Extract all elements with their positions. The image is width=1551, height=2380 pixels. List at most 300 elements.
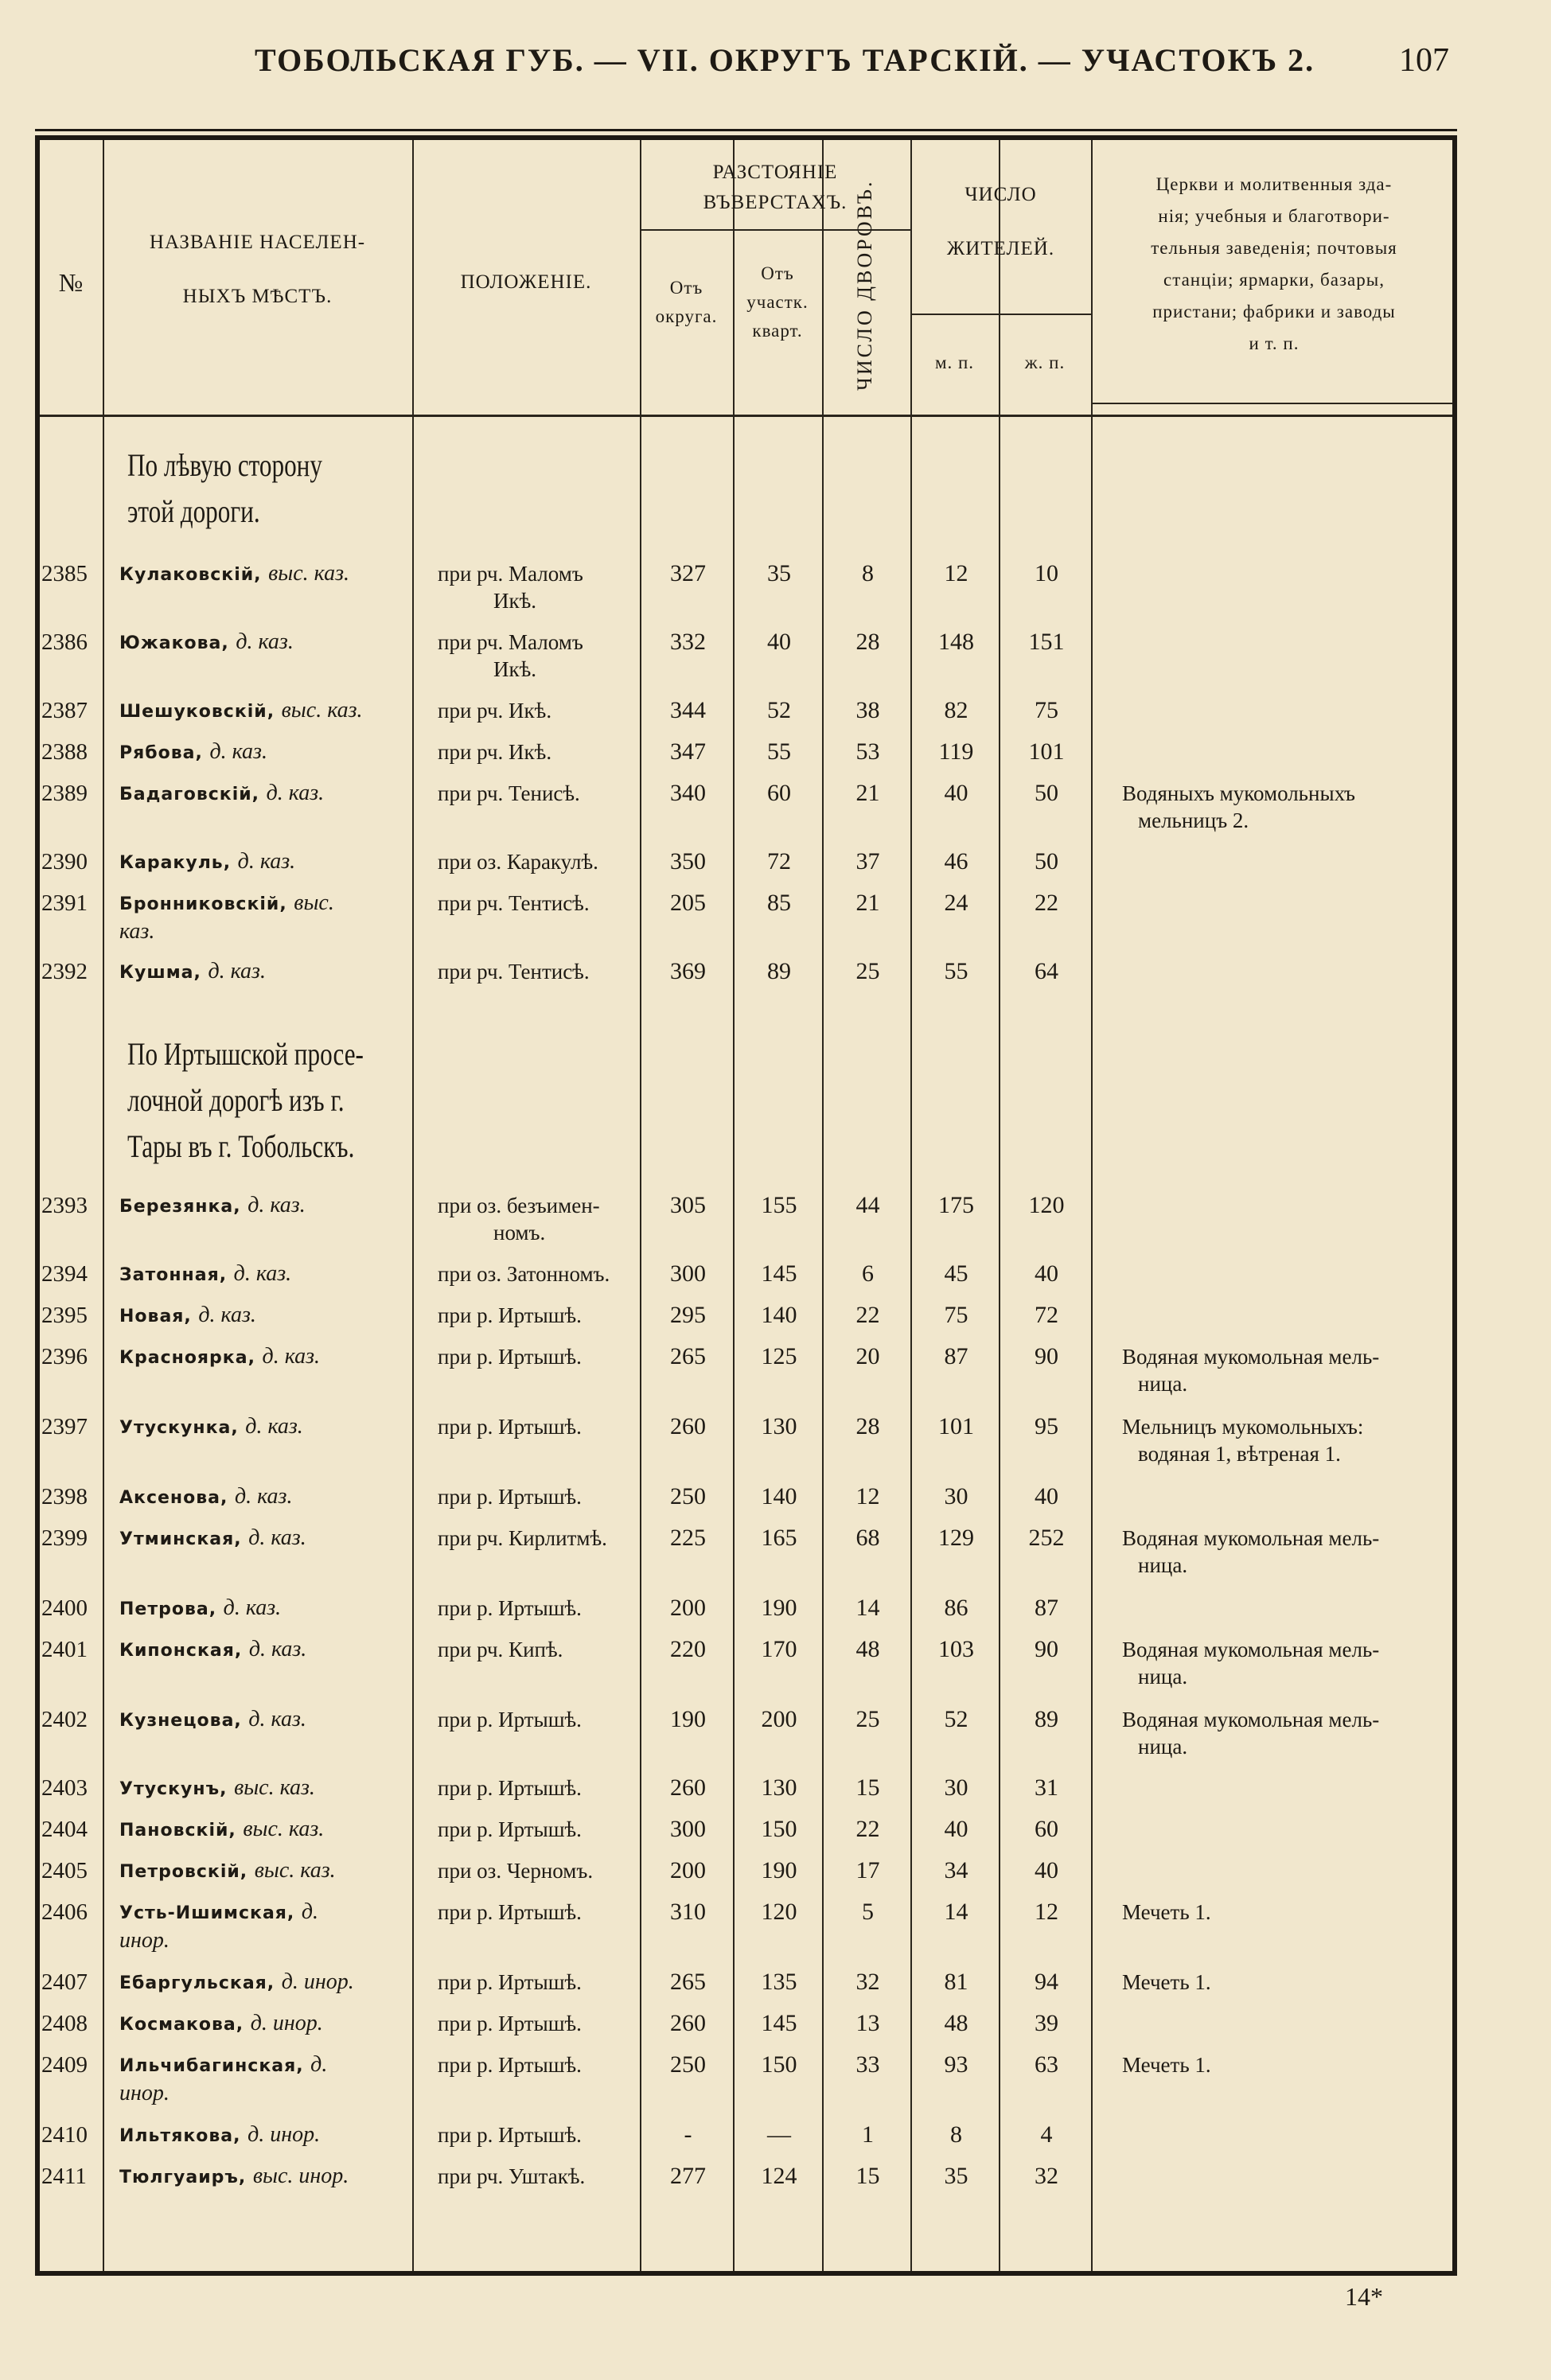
place-name: Красноярка, — [119, 1348, 255, 1368]
section-heading-left-side — [127, 442, 394, 535]
place-name-cell — [119, 1343, 438, 1372]
place-name-cell — [119, 958, 438, 987]
notes-cell — [1122, 1969, 1440, 1996]
okrug-cell: 250 — [670, 2051, 706, 2078]
position-cell — [438, 1636, 668, 1663]
dvory-cell: 15 — [855, 2163, 880, 2189]
row-number: 2388 — [41, 739, 88, 765]
sheet-signature: 14* — [1345, 2282, 1383, 2311]
note-line-cont: ница. — [1138, 1665, 1188, 1689]
col-header-from-okrug-line1: Отъ — [669, 278, 703, 298]
f-cell: 90 — [1035, 1343, 1058, 1369]
okrug-cell: 260 — [670, 1413, 706, 1439]
notes-cell — [1122, 2051, 1440, 2078]
running-title: ТОБОЛЬСКАЯ ГУБ. — VII. ОКРУГЪ ТАРСКІЙ. — УЧАСТОКЪ 2. — [255, 42, 1315, 78]
f-cell: 60 — [1035, 1816, 1058, 1842]
page-header — [0, 41, 1551, 97]
f-cell: 50 — [1035, 780, 1058, 806]
row-number: 2400 — [41, 1595, 88, 1621]
okrug-cell: 347 — [670, 738, 706, 765]
dvory-cell: 32 — [855, 1969, 880, 1995]
col-header-notes — [1091, 169, 1457, 360]
row-number: 2411 — [41, 2164, 87, 2189]
uch-cell: 155 — [761, 1192, 797, 1218]
place-name: Кипонская, — [119, 1641, 243, 1661]
place-name-cell — [119, 1483, 438, 1512]
section-heading-irtysh-road — [127, 1031, 394, 1170]
col-header-dvory: ЧИСЛО ДВОРОВЪ. — [853, 179, 876, 391]
row-number: 2392 — [41, 959, 88, 984]
uch-cell: 150 — [761, 2051, 797, 2078]
uch-cell: 200 — [761, 1706, 797, 1732]
position-line-cont: Икѣ. — [493, 657, 537, 681]
position-line: при р. Иртышѣ. — [438, 1415, 582, 1439]
row-number: 2389 — [41, 781, 88, 806]
place-type: д. инор. — [281, 1969, 354, 1994]
place-type: д. каз. — [223, 1595, 282, 1620]
m-cell: 12 — [944, 560, 968, 586]
position-cell — [438, 697, 668, 724]
uch-cell: 150 — [761, 1816, 797, 1842]
position-line: при оз. Каракулѣ. — [438, 850, 598, 874]
okrug-cell: 265 — [670, 1969, 706, 1995]
place-name-cell — [119, 1302, 438, 1330]
okrug-cell: 265 — [670, 1343, 706, 1369]
col-header-name-line2: НЫХЪ МѢСТЪ. — [182, 286, 333, 307]
place-name-cell — [119, 1636, 438, 1665]
position-cell — [438, 780, 668, 807]
dvory-cell: 44 — [855, 1192, 880, 1218]
uch-cell: 190 — [761, 1857, 797, 1883]
m-cell: 35 — [944, 2163, 968, 2189]
dvory-cell: 15 — [855, 1774, 880, 1801]
position-cell — [438, 1816, 668, 1843]
notes-cell — [1122, 1413, 1440, 1467]
notes-cell — [1122, 1706, 1440, 1760]
m-cell: 46 — [944, 848, 968, 874]
row-number: 2385 — [41, 561, 88, 586]
m-cell: 48 — [944, 2010, 968, 2036]
okrug-cell: 327 — [670, 560, 706, 586]
place-name: Бронниковскій, — [119, 894, 287, 914]
row-number: 2387 — [41, 698, 88, 723]
m-cell: 14 — [944, 1899, 968, 1925]
dvory-cell: 13 — [855, 2010, 880, 2036]
position-line: при р. Иртышѣ. — [438, 1303, 582, 1327]
position-line: при рч. Тенисѣ. — [438, 781, 580, 805]
position-cell — [438, 1899, 668, 1926]
f-cell: 120 — [1028, 1192, 1065, 1218]
dvory-cell: 21 — [855, 890, 880, 916]
dvory-cell: 6 — [862, 1260, 874, 1287]
note-line: Водяныхъ мукомольныхъ — [1122, 781, 1356, 805]
position-cell — [438, 1192, 668, 1246]
col-header-notes-line4: станціи; ярмарки, базары, — [1163, 270, 1385, 290]
place-name: Ебаргульская, — [119, 1973, 275, 1993]
position-line: при р. Иртышѣ. — [438, 2123, 582, 2147]
position-line: при оз. Затонномъ. — [438, 1262, 610, 1286]
row-number: 2397 — [41, 1414, 88, 1439]
place-name: Тюлгуаиръ, — [119, 2168, 247, 2187]
position-line: при рч. Уштакѣ. — [438, 2164, 586, 2188]
col-header-from-uchastok-line2: участк. — [746, 292, 809, 312]
place-name: Кушма, — [119, 963, 201, 983]
position-cell — [438, 738, 668, 765]
col-header-notes-line6: и т. п. — [1249, 333, 1300, 353]
uch-cell: 55 — [767, 738, 791, 765]
dvory-cell: 68 — [855, 1525, 880, 1551]
position-line: при р. Иртышѣ. — [438, 1970, 582, 1994]
place-type: выс. — [294, 890, 334, 915]
position-line: при рч. Тентисѣ. — [438, 960, 590, 984]
dvory-cell: 37 — [855, 848, 880, 874]
okrug-cell: 190 — [670, 1706, 706, 1732]
place-type: д. каз. — [248, 1637, 307, 1661]
row-number: 2404 — [41, 1817, 88, 1842]
header-rule — [40, 415, 1452, 417]
place-name-cell — [119, 560, 438, 589]
row-number: 2402 — [41, 1707, 88, 1732]
m-cell: 55 — [944, 958, 968, 984]
place-name: Ильчибагинская, — [119, 2056, 304, 2076]
position-cell — [438, 1525, 668, 1552]
dvory-cell: 48 — [855, 1636, 880, 1662]
position-line: при рч. Икѣ. — [438, 740, 552, 764]
m-cell: 40 — [944, 1816, 968, 1842]
m-cell: 24 — [944, 890, 968, 916]
note-line: Мечеть 1. — [1122, 1900, 1211, 1924]
note-line-cont: водяная 1, вѣтреная 1. — [1138, 1442, 1341, 1466]
okrug-cell: 200 — [670, 1595, 706, 1621]
position-cell — [438, 2163, 668, 2190]
okrug-cell: 300 — [670, 1816, 706, 1842]
okrug-cell: 260 — [670, 1774, 706, 1801]
position-line: при р. Иртышѣ. — [438, 2012, 582, 2035]
place-name: Шешуковскій, — [119, 702, 275, 722]
row-number: 2390 — [41, 849, 88, 874]
place-name-cell — [119, 2121, 438, 2150]
row-number: 2401 — [41, 1637, 88, 1662]
position-line: при р. Иртышѣ. — [438, 1345, 582, 1369]
row-number: 2391 — [41, 890, 88, 916]
m-cell: 30 — [944, 1483, 968, 1509]
row-number: 2406 — [41, 1899, 88, 1925]
place-type: выс. инор. — [252, 2164, 349, 2188]
okrug-cell: 200 — [670, 1857, 706, 1883]
note-line: Мельницъ мукомольныхъ: — [1122, 1415, 1364, 1439]
position-line: при р. Иртышѣ. — [438, 2053, 582, 2077]
place-name: Утускунка, — [119, 1418, 239, 1438]
uch-cell: 72 — [767, 848, 791, 874]
notes-cell — [1122, 780, 1440, 834]
place-type: выс. каз. — [268, 561, 350, 586]
place-name-cell — [119, 1857, 438, 1886]
row-number: 2396 — [41, 1344, 88, 1369]
note-line-cont: мельницъ 2. — [1138, 808, 1249, 832]
note-line-cont: ница. — [1138, 1553, 1188, 1577]
place-name-cell — [119, 1706, 438, 1735]
dvory-cell: 17 — [855, 1857, 880, 1883]
m-cell: 103 — [938, 1636, 974, 1662]
position-cell — [438, 1969, 668, 1996]
place-name-cell — [119, 1816, 438, 1844]
notes-cell — [1122, 1636, 1440, 1690]
col-header-inhabitants-line2: ЖИТЕЛЕЙ. — [946, 238, 1055, 259]
okrug-cell: 332 — [670, 629, 706, 655]
position-line: при рч. Маломъ — [438, 630, 583, 654]
note-line: Мечеть 1. — [1122, 1970, 1211, 1994]
m-cell: 175 — [938, 1192, 974, 1218]
dvory-cell: 20 — [855, 1343, 880, 1369]
place-name: Петрова, — [119, 1599, 217, 1619]
position-cell — [438, 958, 668, 985]
place-name: Усть-Ишимская, — [119, 1903, 295, 1923]
inhabitants-subrule — [910, 314, 1091, 315]
row-number: 2410 — [41, 2122, 88, 2148]
place-type-cont: инор. — [119, 1928, 170, 1953]
place-name-cell — [119, 1413, 438, 1442]
place-name: Новая, — [119, 1307, 192, 1326]
note-line: Водяная мукомольная мель- — [1122, 1526, 1380, 1550]
dvory-cell: 21 — [855, 780, 880, 806]
dvory-cell: 33 — [855, 2051, 880, 2078]
note-line-cont: ница. — [1138, 1735, 1188, 1759]
okrug-cell: 344 — [670, 697, 706, 723]
f-cell: 75 — [1035, 697, 1058, 723]
uch-cell: — — [767, 2121, 791, 2148]
f-cell: 40 — [1035, 1260, 1058, 1287]
okrug-cell: 300 — [670, 1260, 706, 1287]
okrug-cell: 220 — [670, 1636, 706, 1662]
position-cell — [438, 1483, 668, 1510]
place-type: д. инор. — [250, 2011, 323, 2035]
uch-cell: 140 — [761, 1302, 797, 1328]
place-name: Березянка, — [119, 1197, 241, 1217]
position-cell — [438, 1857, 668, 1884]
dvory-cell: 22 — [855, 1816, 880, 1842]
f-cell: 31 — [1035, 1774, 1058, 1801]
okrug-cell: 350 — [670, 848, 706, 874]
position-cell — [438, 1343, 668, 1370]
m-cell: 40 — [944, 780, 968, 806]
okrug-cell: 310 — [670, 1899, 706, 1925]
row-number: 2398 — [41, 1484, 88, 1509]
place-name-cell — [119, 890, 438, 945]
m-cell: 52 — [944, 1706, 968, 1732]
place-type: д. каз. — [262, 1344, 321, 1369]
f-cell: 72 — [1035, 1302, 1058, 1328]
f-cell: 12 — [1035, 1899, 1058, 1925]
f-cell: 94 — [1035, 1969, 1058, 1995]
col-header-from-uchastok-line1: Отъ — [761, 263, 794, 283]
note-line: Мечеть 1. — [1122, 2053, 1211, 2077]
f-cell: 40 — [1035, 1857, 1058, 1883]
col-header-inhabitants — [910, 180, 1091, 264]
f-cell: 151 — [1028, 629, 1065, 655]
uch-cell: 60 — [767, 780, 791, 806]
m-cell: 45 — [944, 1260, 968, 1287]
uch-cell: 52 — [767, 697, 791, 723]
f-cell: 32 — [1035, 2163, 1058, 2189]
place-name-cell — [119, 1525, 438, 1553]
m-cell: 129 — [938, 1525, 974, 1551]
okrug-cell: 260 — [670, 2010, 706, 2036]
m-cell: 86 — [944, 1595, 968, 1621]
position-cell — [438, 629, 668, 683]
col-header-no: № — [58, 268, 84, 297]
col-header-name-line1: НАЗВАНІЕ НАСЕЛЕН- — [149, 232, 366, 253]
okrug-cell: 369 — [670, 958, 706, 984]
dvory-cell: 25 — [855, 958, 880, 984]
notes-cell — [1122, 1525, 1440, 1579]
position-line: при рч. Кипѣ. — [438, 1638, 563, 1661]
okrug-cell: 305 — [670, 1192, 706, 1218]
position-line-cont: номъ. — [493, 1221, 546, 1245]
place-name: Южакова, — [119, 633, 229, 653]
place-name: Затонная, — [119, 1265, 228, 1285]
row-number: 2386 — [41, 629, 88, 655]
row-number: 2409 — [41, 2052, 88, 2078]
uch-cell: 130 — [761, 1413, 797, 1439]
page-number: 107 — [1399, 42, 1449, 79]
place-name-cell — [119, 848, 438, 877]
m-cell: 93 — [944, 2051, 968, 2078]
top-rule — [35, 129, 1457, 131]
place-name: Пановскій, — [119, 1821, 236, 1841]
position-line: при р. Иртышѣ. — [438, 1900, 582, 1924]
position-line: при оз. безъимен- — [438, 1194, 600, 1217]
place-type: выс. каз. — [281, 698, 363, 723]
place-type: д. каз. — [236, 629, 294, 654]
place-name: Утминская, — [119, 1529, 242, 1549]
position-cell — [438, 2051, 668, 2078]
section-heading-line: По Иртышской просе- — [127, 1036, 364, 1072]
position-line: при р. Иртышѣ. — [438, 1596, 582, 1620]
f-cell: 10 — [1035, 560, 1058, 586]
okrug-cell: 225 — [670, 1525, 706, 1551]
m-cell: 30 — [944, 1774, 968, 1801]
uch-cell: 125 — [761, 1343, 797, 1369]
position-line: при р. Иртышѣ. — [438, 1776, 582, 1800]
section-heading-line: По лѣвую сторону — [127, 447, 322, 483]
uch-cell: 190 — [761, 1595, 797, 1621]
section-heading-line: Тары въ г. Тобольскъ. — [127, 1128, 355, 1164]
place-name-cell — [119, 1260, 438, 1289]
place-name-cell — [119, 697, 438, 726]
place-name-cell — [119, 1899, 438, 1954]
m-cell: 87 — [944, 1343, 968, 1369]
row-number: 2405 — [41, 1858, 88, 1883]
place-type: д. каз. — [247, 1193, 306, 1217]
notes-cell — [1122, 1343, 1440, 1397]
m-cell: 75 — [944, 1302, 968, 1328]
place-type: д. инор. — [247, 2122, 321, 2147]
place-type: д. каз. — [248, 1525, 306, 1550]
position-line: при рч. Маломъ — [438, 562, 583, 586]
f-cell: 87 — [1035, 1595, 1058, 1621]
col-header-distance-line2: ВЪВЕРСТАХЪ. — [703, 192, 848, 213]
m-cell: 148 — [938, 629, 974, 655]
place-name: Бадаговскій, — [119, 785, 260, 804]
f-cell: 252 — [1028, 1525, 1065, 1551]
f-cell: 22 — [1035, 890, 1058, 916]
position-line-cont: Икѣ. — [493, 589, 537, 613]
f-cell: 64 — [1035, 958, 1058, 984]
position-line: при р. Иртышѣ. — [438, 1708, 582, 1731]
col-header-notes-line1: Церкви и молитвенныя зда- — [1155, 174, 1393, 194]
place-name: Рябова, — [119, 743, 203, 763]
position-cell — [438, 1595, 668, 1622]
position-line: при оз. Черномъ. — [438, 1859, 594, 1883]
f-cell: 39 — [1035, 2010, 1058, 2036]
position-line: при рч. Икѣ. — [438, 699, 552, 723]
place-name-cell — [119, 2051, 438, 2107]
f-cell: 89 — [1035, 1706, 1058, 1732]
dvory-cell: 38 — [855, 697, 880, 723]
place-name-cell — [119, 780, 438, 808]
col-header-from-uchastok-line3: кварт. — [752, 321, 803, 341]
col-header-from-okrug — [640, 274, 733, 331]
place-type: д. — [301, 1899, 319, 1924]
place-name: Ильтякова, — [119, 2126, 241, 2146]
place-type: д. каз. — [233, 1261, 292, 1286]
okrug-cell: 340 — [670, 780, 706, 806]
okrug-cell: - — [684, 2121, 692, 2148]
uch-cell: 124 — [761, 2163, 797, 2189]
place-name: Кулаковскій, — [119, 565, 262, 585]
row-number: 2399 — [41, 1525, 88, 1551]
dvory-cell: 53 — [855, 738, 880, 765]
col-header-name — [103, 228, 412, 312]
uch-cell: 145 — [761, 2010, 797, 2036]
position-cell — [438, 560, 668, 614]
place-name-cell — [119, 1774, 438, 1803]
position-cell — [438, 848, 668, 875]
place-type: д. каз. — [266, 781, 325, 805]
place-type: д. каз. — [198, 1303, 256, 1327]
dvory-cell: 5 — [862, 1899, 874, 1925]
col-header-inhabitants-line1: ЧИСЛО — [965, 184, 1037, 205]
place-name: Каракуль, — [119, 853, 232, 873]
place-name: Петровскій, — [119, 1862, 248, 1882]
f-cell: 101 — [1028, 738, 1065, 765]
dvory-cell: 25 — [855, 1706, 880, 1732]
place-type: д. каз. — [248, 1707, 306, 1731]
col-header-position: ПОЛОЖЕНІЕ. — [460, 271, 592, 293]
place-name-cell — [119, 1595, 438, 1623]
position-line: при рч. Кирлитмѣ. — [438, 1526, 607, 1550]
notes-subrule — [1091, 403, 1452, 404]
position-cell — [438, 890, 668, 917]
m-cell: 8 — [950, 2121, 962, 2148]
note-line-cont: ница. — [1138, 1372, 1188, 1396]
place-type: д. — [310, 2052, 328, 2077]
position-line: при р. Иртышѣ. — [438, 1485, 582, 1509]
col-header-distance-line1: РАЗСТОЯНІЕ — [712, 162, 838, 183]
row-number: 2395 — [41, 1303, 88, 1328]
position-cell — [438, 2010, 668, 2037]
section-heading-line: этой дороги. — [127, 493, 260, 529]
place-name-cell — [119, 2010, 438, 2039]
place-name-cell — [119, 2163, 438, 2191]
place-type: выс. каз. — [234, 1775, 315, 1800]
okrug-cell: 250 — [670, 1483, 706, 1509]
uch-cell: 40 — [767, 629, 791, 655]
place-type-cont: каз. — [119, 919, 155, 944]
place-name: Аксенова, — [119, 1488, 228, 1508]
uch-cell: 140 — [761, 1483, 797, 1509]
uch-cell: 89 — [767, 958, 791, 984]
